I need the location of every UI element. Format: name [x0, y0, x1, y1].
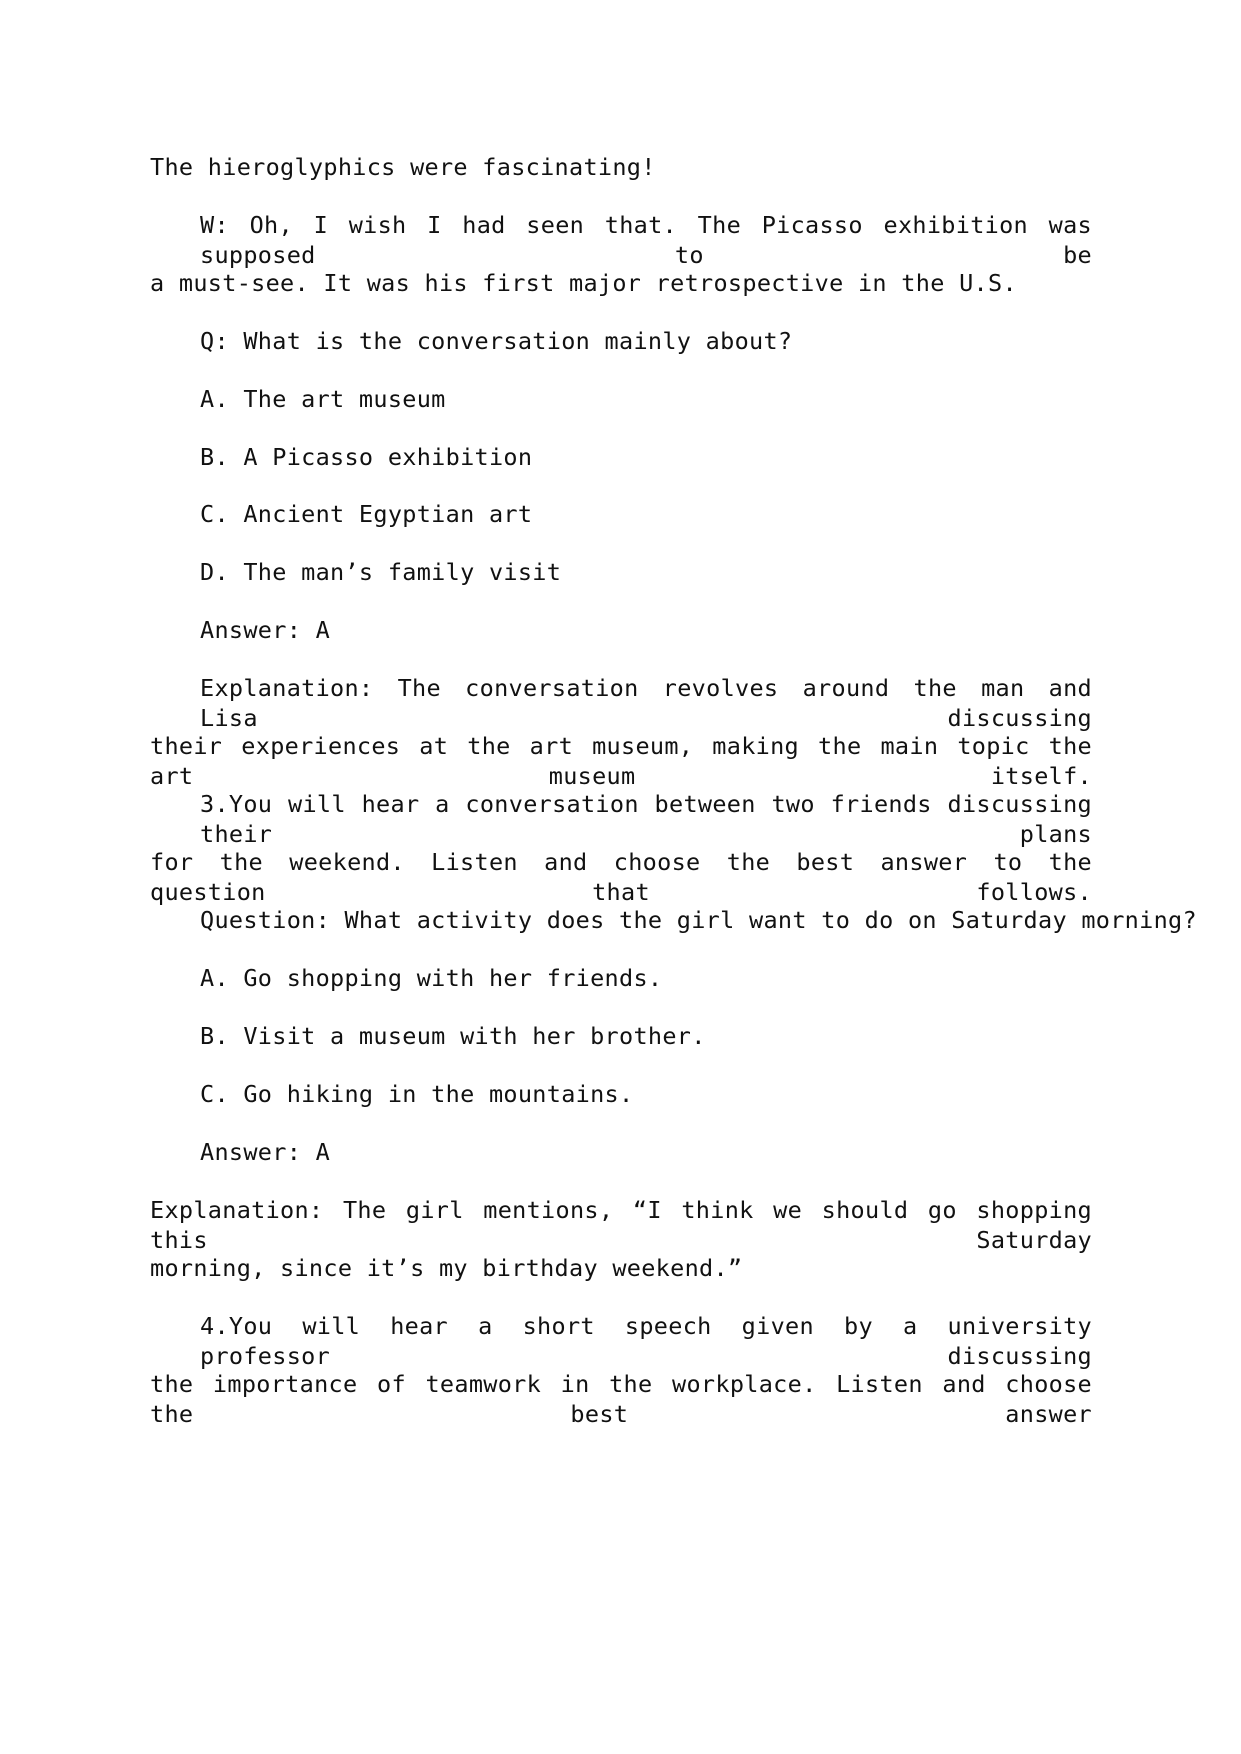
question-3-prompt-continuation: for the weekend. Listen and choose the best answer to the question that follows. — [150, 848, 1092, 906]
explanation-continuation: their experiences at the art museum, making the main topic the art museum itself. — [150, 732, 1092, 790]
option-c: C. Ancient Egyptian art — [200, 500, 533, 528]
explanation-line: Explanation: The conversation revolves around the man and Lisa discussing — [200, 674, 1092, 732]
text-line: a must-see. It was his first major retrospective in the U.S. — [150, 269, 1017, 297]
question-3-prompt: 3.You will hear a conversation between two friends discussing their plans — [200, 790, 1092, 848]
option-c: C. Go hiking in the mountains. — [200, 1080, 634, 1108]
question-4-prompt: 4.You will hear a short speech given by a university professor discussing — [200, 1312, 1092, 1370]
dialogue-line-woman: W: Oh, I wish I had seen that. The Picasso exhibition was supposed to be — [200, 211, 1092, 269]
option-d: D. The man’s family visit — [200, 558, 562, 586]
option-a: A. The art museum — [200, 385, 446, 413]
explanation-continuation: morning, since it’s my birthday weekend.” — [150, 1254, 743, 1282]
explanation-line: Explanation: The girl mentions, “I think we should go shopping this Saturday — [150, 1196, 1092, 1254]
text-line: The hieroglyphics were fascinating! — [150, 153, 656, 181]
question-line: Q: What is the conversation mainly about? — [200, 327, 793, 355]
option-b: B. Visit a museum with her brother. — [200, 1022, 706, 1050]
question-line: Question: What activity does the girl want to do on Saturday morning? — [200, 906, 1197, 934]
answer-line: Answer: A — [200, 1138, 331, 1166]
question-4-prompt-continuation: the importance of teamwork in the workplace. Listen and choose the best answer — [150, 1370, 1092, 1428]
answer-line: Answer: A — [200, 616, 331, 644]
option-b: B. A Picasso exhibition — [200, 443, 533, 471]
option-a: A. Go shopping with her friends. — [200, 964, 663, 992]
